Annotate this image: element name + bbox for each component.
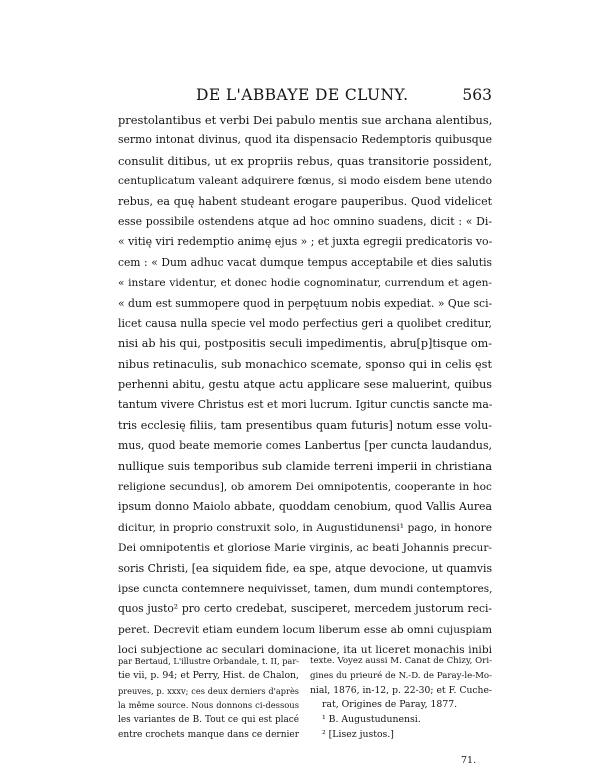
text-line: Dei omnipotentis et gloriose Marie virginis, ac beati Johannis precur- [118, 542, 492, 555]
text-line: prestolantibus et verbi Dei pabulo mentis sue archana alentibus, [118, 113, 492, 127]
text-line: ipse cuncta contemnere nequivisset, tamen, dum mundi contemptores, [118, 582, 492, 595]
text-line: licet causa nulla specie vel modo perfectius geri a quolibet creditur, [118, 316, 492, 330]
signature-mark: 71. [461, 755, 477, 766]
text-line: religione secundus], ob amorem Dei omnipotentis, cooperante in hoc [118, 481, 492, 494]
text-line: consulit ditibus, ut ex propriis rebus, quas transitorie possident, [118, 153, 492, 168]
text-line: perhenni abitu, gestu atque actu applicare sese maluerint, quibus [118, 378, 492, 392]
text-line: mus, quod beate memorie comes Lanbertus [per cuncta laudandus, [118, 439, 492, 453]
text-line: ipsum donno Maiolo abbate, quoddam cenobium, quod Vallis Aurea [118, 500, 492, 514]
text-line: « vitię viri redemptio animę ejus » ; et juxta egregii predicatoris vo- [118, 235, 492, 249]
footnote-1: ¹ B. Augustudunensi. [322, 714, 421, 726]
footnote-line: les variantes de B. Tout ce qui est placé [118, 715, 299, 726]
text-line: loci subjectione ac seculari dominacione, ita ut liceret monachis inibi [118, 644, 492, 657]
text-line: centuplicatum valeant adquirere fœnus, si modo eisdem bene utendo [118, 175, 492, 188]
footnote-2: ² [Lisez justos.] [322, 728, 394, 740]
text-line: « instare videntur, et donec hodie cognominatur, currendum et agen- [118, 277, 492, 290]
footnote-line: entre crochets manque dans ce dernier [118, 729, 299, 740]
text-line: quos justo² pro certo credebat, susciperet, mercedem justorum reci- [118, 602, 492, 616]
footnote-line: tie vii, p. 94; et Perry, Hist. de Chalon, [118, 669, 299, 681]
text-line: nisi ab his qui, postpositis seculi impedimentis, abru[p]tisque om- [118, 337, 492, 351]
footnote-line: nial, 1876, in-12, p. 22-30; et F. Cuche- [310, 684, 492, 696]
text-line: dicitur, in proprio construxit solo, in Augustidunensi¹ pago, in honore [118, 521, 492, 534]
text-line: peret. Decrevit etiam eundem locum liberum esse ab omni cujuspiam [118, 623, 492, 636]
text-line: rebus, ea quę habent studeant erogare pauperibus. Quod videlicet [118, 194, 492, 208]
text-line: tris ecclesię filiis, tam presentibus quam futuris] notum esse volu- [118, 418, 492, 432]
text-line: cem : « Dum adhuc vacat dumque tempus acceptabile et dies salutis [118, 255, 492, 269]
page-number: 563 [462, 86, 492, 104]
footnote-column-right [310, 654, 492, 743]
footnote-column-left [118, 654, 299, 743]
footnote-line: la même source. Nous donnons ci-dessous [118, 700, 299, 711]
text-line: tantum vivere Christus est et mori lucrum. Igitur cunctis sancte ma- [118, 398, 492, 412]
footnote-line: rat, Origines de Paray, 1877. [322, 699, 458, 711]
footnote-line: preuves, p. xxxv; ces deux derniers d'après [118, 685, 299, 696]
footnote-line: gines du prieuré de N.-D. de Paray-le-Mo- [310, 670, 492, 681]
text-line: « dum est summopere quod in perpętuum nobis expediat. » Que sci- [118, 296, 492, 310]
text-line: sermo intonat divinus, quod ita dispensacio Redemptoris quibusque [118, 133, 492, 147]
text-line: nullique suis temporibus sub clamide terreni imperii in christiana [118, 459, 492, 473]
footnote-line: par Bertaud, L'illustre Orbandale, t. II, par- [118, 656, 299, 666]
text-line: esse possibile ostendens atque ad hoc omnino suadens, dicit : « Di- [118, 214, 492, 228]
text-line: nibus retinaculis, sub monachico scemate, sponso qui in celis ęst [118, 357, 492, 371]
footnotes [118, 654, 492, 754]
footnote-line: texte. Voyez aussi M. Canat de Chizy, Ori- [310, 656, 492, 666]
running-header [118, 86, 492, 106]
text-line: soris Christi, [ea siquidem fide, ea spe, atque devocione, ut quamvis [118, 561, 492, 575]
running-title: DE L'ABBAYE DE CLUNY. [196, 86, 409, 104]
charter-text [118, 110, 492, 661]
